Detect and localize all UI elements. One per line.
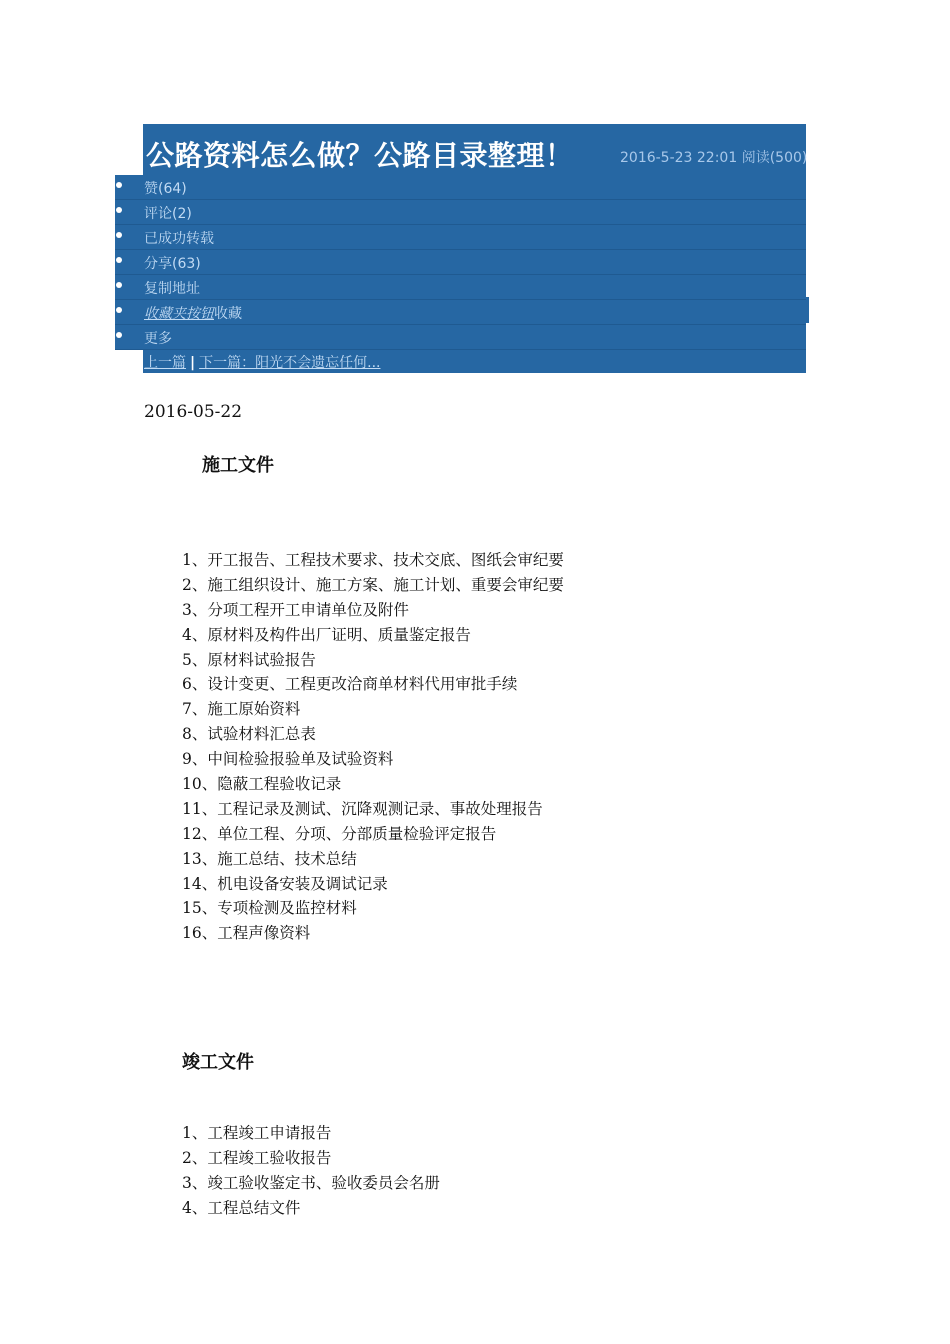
more-action[interactable] — [115, 325, 806, 350]
list-item: 2、工程竣工验收报告 — [182, 1148, 332, 1167]
post-meta: 2016-5-23 22:01 阅读(500) — [620, 150, 808, 166]
next-post-link[interactable]: 下一篇：阳光不会遗忘任何... — [199, 355, 381, 371]
list-item: 3、分项工程开工申请单位及附件 — [182, 600, 409, 619]
comment-action[interactable] — [115, 200, 806, 225]
bullet-icon — [116, 307, 122, 313]
list-item: 4、原材料及构件出厂证明、质量鉴定报告 — [182, 625, 471, 644]
nav-separator: | — [190, 355, 196, 371]
list-item: 16、工程声像资料 — [182, 924, 311, 943]
like-action[interactable] — [115, 175, 806, 200]
bullet-icon — [116, 282, 122, 288]
list-item: 10、隐蔽工程验收记录 — [182, 775, 342, 794]
completion-docs-list — [182, 1121, 440, 1221]
favorite-label[interactable] — [144, 303, 242, 323]
list-item: 3、竣工验收鉴定书、验收委员会名册 — [182, 1173, 440, 1192]
bullet-icon — [116, 257, 122, 263]
copy-address-label[interactable]: 复制地址 — [144, 281, 200, 297]
share-action[interactable] — [115, 250, 806, 275]
more-label[interactable]: 更多 — [144, 331, 172, 347]
list-item: 4、工程总结文件 — [182, 1198, 301, 1217]
list-item: 7、施工原始资料 — [182, 700, 301, 719]
favorite-action[interactable] — [115, 300, 806, 325]
section-title-completion: 竣工文件 — [182, 1052, 254, 1073]
bullet-icon — [116, 182, 122, 188]
list-item: 6、设计变更、工程更改洽商单材料代用审批手续 — [182, 675, 518, 694]
bullet-icon — [116, 207, 122, 213]
post-date: 2016-05-22 — [144, 402, 243, 422]
bullet-icon — [116, 332, 122, 338]
post-title: 公路资料怎么做？公路目录整理！ — [146, 139, 574, 172]
favorite-text: 收藏 — [214, 306, 242, 322]
list-item: 1、工程竣工申请报告 — [182, 1124, 332, 1142]
list-item: 2、施工组织设计、施工方案、施工计划、重要会审纪要 — [182, 575, 564, 594]
share-label[interactable]: 分享(63) — [144, 256, 201, 272]
reposted-label[interactable]: 已成功转载 — [144, 231, 214, 247]
copy-address-action[interactable] — [115, 275, 806, 300]
list-item: 12、单位工程、分项、分部质量检验评定报告 — [182, 824, 497, 843]
list-item: 14、机电设备安装及调试记录 — [182, 874, 388, 893]
list-item: 11、工程记录及测试、沉降观测记录、事故处理报告 — [182, 799, 543, 818]
list-item: 5、原材料试验报告 — [182, 650, 316, 669]
prev-post-link[interactable]: 上一篇 — [144, 355, 186, 371]
header-side-tab — [806, 297, 809, 323]
comment-label[interactable]: 评论(2) — [144, 206, 192, 222]
favorite-button-link[interactable]: 收藏夹按钮 — [144, 306, 214, 322]
list-item: 13、施工总结、技术总结 — [182, 849, 357, 868]
section-title-construction: 施工文件 — [202, 455, 274, 476]
list-item: 15、专项检测及监控材料 — [182, 899, 357, 918]
list-item: 9、中间检验报验单及试验资料 — [182, 750, 394, 769]
like-label[interactable]: 赞(64) — [144, 181, 187, 197]
list-item: 1、开工报告、工程技术要求、技术交底、图纸会审纪要 — [182, 551, 564, 569]
bullet-icon — [116, 232, 122, 238]
post-navigation — [144, 352, 380, 372]
construction-docs-list — [182, 548, 564, 946]
list-item: 8、试验材料汇总表 — [182, 725, 316, 744]
reposted-action[interactable] — [115, 225, 806, 250]
